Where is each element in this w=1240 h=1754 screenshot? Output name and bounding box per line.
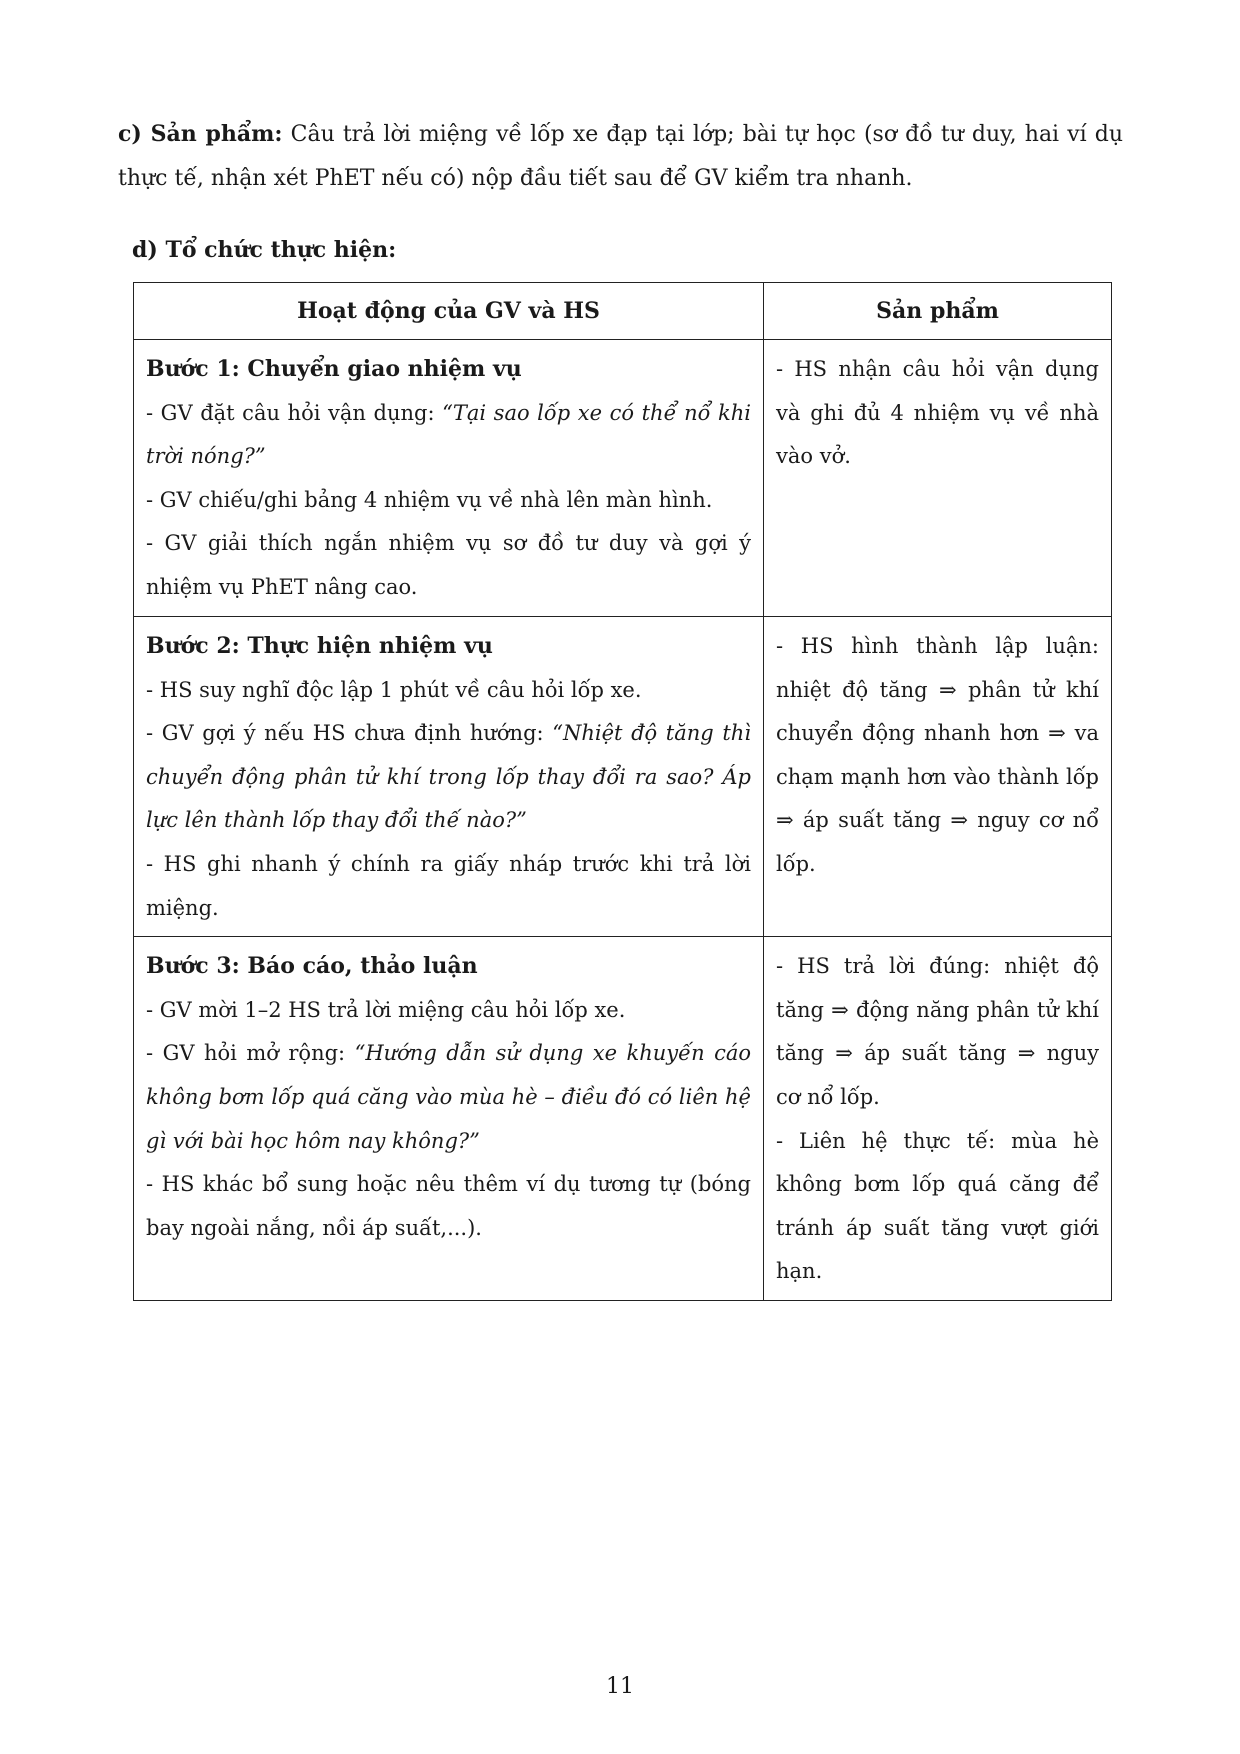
- table-row: [134, 617, 1112, 937]
- activity-table: [133, 282, 1112, 1301]
- product-cell: [764, 340, 1112, 617]
- table-header-row: [134, 283, 1112, 340]
- activity-line: - GV gợi ý nếu HS chưa định hướng: “Nhiệt độ tăng thì chuyển động phân tử khí trong lốp thay đổi ra sao? Áp lực lên thành lốp thay đổi thế nào?”: [146, 721, 752, 833]
- section-c-label: c) Sản phẩm:: [118, 121, 283, 147]
- header-activity: Hoạt động của GV và HS: [134, 283, 764, 340]
- activity-cell: [134, 617, 764, 937]
- product-line: - HS trả lời đúng: nhiệt độ tăng ⇒ động năng phân tử khí tăng ⇒ áp suất tăng ⇒ nguy cơ nổ lốp.: [776, 954, 1099, 1109]
- activity-line: - GV giải thích ngắn nhiệm vụ sơ đồ tư duy và gợi ý nhiệm vụ PhET nâng cao.: [146, 531, 751, 599]
- activity-cell: [134, 937, 764, 1301]
- activity-line: - GV chiếu/ghi bảng 4 nhiệm vụ về nhà lên màn hình.: [146, 487, 713, 512]
- step-title: Bước 2: Thực hiện nhiệm vụ: [146, 633, 493, 659]
- step-title: Bước 1: Chuyển giao nhiệm vụ: [146, 356, 522, 382]
- section-c-paragraph: [118, 112, 1123, 201]
- step-title: Bước 3: Báo cáo, thảo luận: [146, 953, 478, 980]
- activity-line: - HS suy nghĩ độc lập 1 phút về câu hỏi lốp xe.: [146, 677, 642, 702]
- product-line: - HS hình thành lập luận: nhiệt độ tăng ⇒ phân tử khí chuyển động nhanh hơn ⇒ va chạm mạnh hơn vào thành lốp ⇒ áp suất tăng ⇒ nguy cơ nổ lốp.: [776, 634, 1099, 876]
- section-d-heading: d) Tổ chức thực hiện:: [132, 237, 397, 263]
- table-row: [134, 340, 1112, 617]
- product-line: - Liên hệ thực tế: mùa hè không bơm lốp quá căng để tránh áp suất tăng vượt giới hạn.: [776, 1128, 1099, 1284]
- activity-line: - HS khác bổ sung hoặc nêu thêm ví dụ tương tự (bóng bay ngoài nắng, nồi áp suất,...).: [146, 1172, 751, 1240]
- table-row: [134, 937, 1112, 1301]
- activity-line: - GV hỏi mở rộng: “Hướng dẫn sử dụng xe khuyến cáo không bơm lốp quá căng vào mùa hè – điều đó có liên hệ gì với bài học hôm nay không?”: [146, 1041, 751, 1153]
- product-line: - HS nhận câu hỏi vận dụng và ghi đủ 4 nhiệm vụ về nhà vào vở.: [776, 357, 1099, 469]
- activity-line: - GV mời 1–2 HS trả lời miệng câu hỏi lốp xe.: [146, 997, 626, 1022]
- activity-cell: [134, 340, 764, 617]
- product-cell: [764, 617, 1112, 937]
- section-c-text: Câu trả lời miệng về lốp xe đạp tại lớp; bài tự học (sơ đồ tư duy, hai ví dụ thực tế, nhận xét PhET nếu có) nộp đầu tiết sau để GV kiểm tra nhanh.: [118, 122, 1124, 191]
- page-number: 11: [606, 1674, 634, 1699]
- header-product: Sản phẩm: [764, 283, 1112, 340]
- activity-line: - GV đặt câu hỏi vận dụng: “Tại sao lốp xe có thể nổ khi trời nóng?”: [146, 400, 751, 469]
- product-cell: [764, 937, 1112, 1301]
- activity-line: - HS ghi nhanh ý chính ra giấy nháp trước khi trả lời miệng.: [146, 851, 751, 920]
